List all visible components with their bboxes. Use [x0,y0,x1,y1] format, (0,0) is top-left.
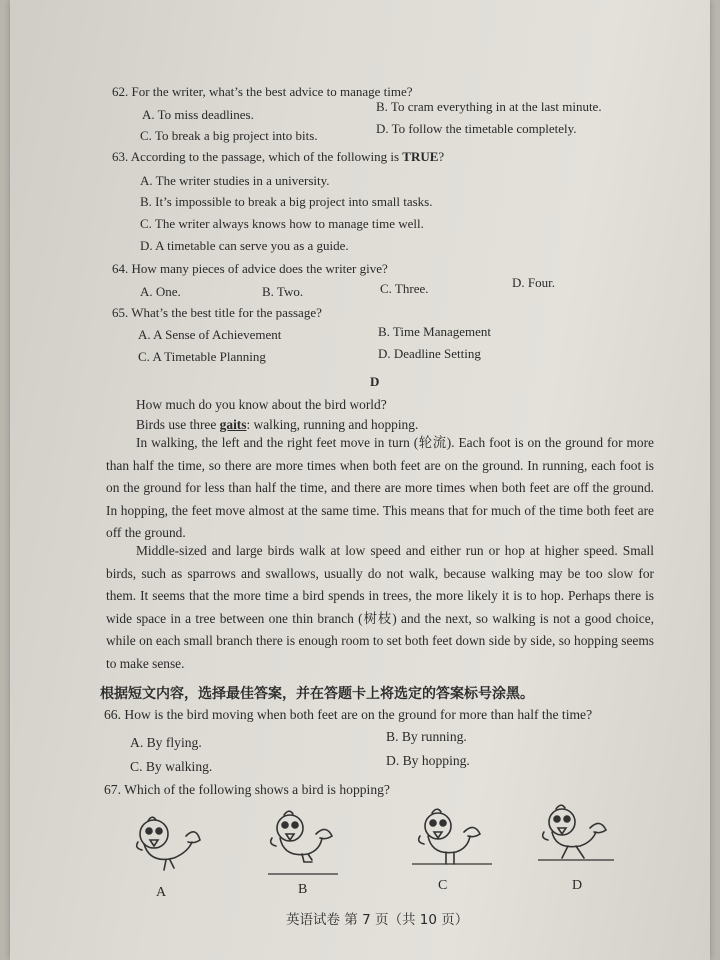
passage-paragraph-1: In walking, the left and the right feet move in turn (轮流). Each foot is on the ground for more than half the time, so there are more times when both feet are on the ground. In running, each foot is on the ground for less than half the time, and there are more times when both feet are off the ground. In hopping, the feet move almost at the same time. This means that for much of the time both feet are off the ground. [106,435,654,541]
q66-option-d: D. By hopping. [386,753,470,768]
answer-instruction: 根据短文内容，选择最佳答案，并在答题卡上将选定的答案标号涂黑。 [100,686,534,702]
question-63-stem: 63. According to the passage, which of the following is TRUE? [112,149,445,164]
page-footer: 英语试卷 第 7 页（共 10 页） [286,912,469,928]
q64-option-d: D. Four. [512,275,555,290]
question-62-stem: 62. For the writer, what’s the best advice to manage time? [112,84,413,99]
q64-option-a: A. One. [140,284,181,299]
question-66-stem: 66. How is the bird moving when both feet are on the ground for more than half the time? [104,707,593,722]
q66-option-b: B. By running. [386,729,467,744]
q62-option-b: B. To cram everything in at the last minute. [376,99,602,114]
bird-d-icon [534,802,618,866]
bird-b-label: B [298,882,308,897]
passage-gaits-line: Birds use three gaits: walking, running and hopping. [136,417,419,432]
q65-option-a: A. A Sense of Achievement [138,327,282,342]
q62-option-a: A. To miss deadlines. [142,107,254,122]
q66-option-a: A. By flying. [130,735,202,750]
bird-d-label: D [572,878,583,893]
bird-b-icon [262,808,344,876]
q63-option-a: A. The writer studies in a university. [140,173,330,188]
q63-option-c: C. The writer always knows how to manage time well. [140,216,424,231]
q63-option-d: D. A timetable can serve you as a guide. [140,238,349,253]
q64-option-b: B. Two. [262,284,304,299]
q66-option-c: C. By walking. [130,759,213,774]
q63-option-b: B. It’s impossible to break a big project into small tasks. [140,194,433,209]
section-heading: D [370,374,380,389]
q65-option-d: D. Deadline Setting [378,346,481,361]
bird-a-label: A [156,885,167,900]
question-65-stem: 65. What’s the best title for the passage? [112,305,322,320]
q62-option-d: D. To follow the timetable completely. [376,121,577,136]
bird-c-label: C [438,878,448,893]
passage-intro-line: How much do you know about the bird world? [136,397,387,412]
q65-option-c: C. A Timetable Planning [138,349,266,364]
q65-option-b: B. Time Management [378,324,492,339]
question-64-stem: 64. How many pieces of advice does the writer give? [112,261,388,276]
q64-option-c: C. Three. [380,281,429,296]
bird-a-icon [130,812,210,878]
question-67-stem: 67. Which of the following shows a bird is hopping? [104,782,390,797]
q62-option-c: C. To break a big project into bits. [140,128,318,143]
passage-paragraph-2: Middle-sized and large birds walk at low speed and either run or hop at higher speed. Small birds, such as sparrows and swallows, usually do not walk, because walking may be too slow for them. It seems that the more time a bird spends in trees, the more likely it is to hop. Perhaps there is wide space in a tree between one thin branch (树枝) and the next, so walking is not a good choice, while on each small branch there is enough room to set both feet down side by side, so hopping seems to make sense. [106,543,654,671]
bird-c-icon [410,806,494,872]
